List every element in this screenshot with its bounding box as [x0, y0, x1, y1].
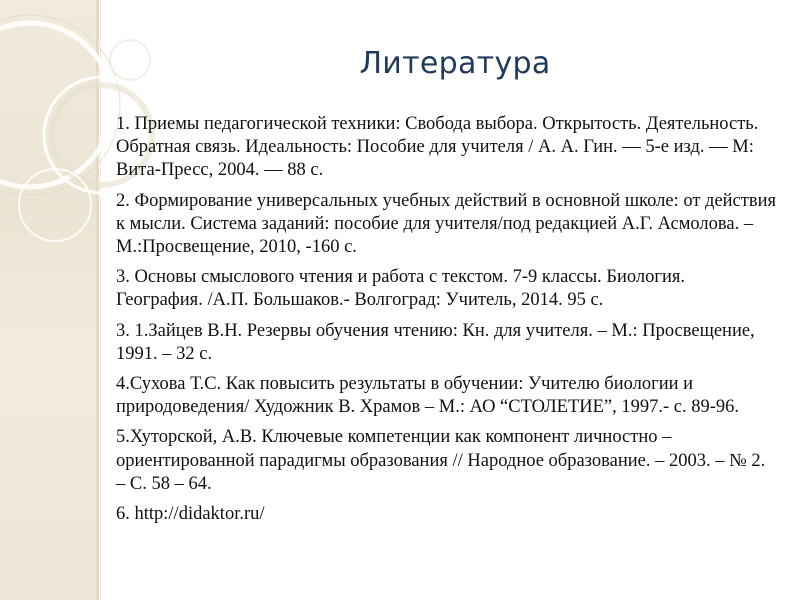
- reference-item-5: 4.Сухова Т.С. Как повысить результаты в обучении: Учителю биологии и природоведения/ Художник В. Храмов – М.: АО “СТОЛЕТИЕ”, 1997.- с. 89-96.: [116, 374, 740, 418]
- reference-item-3: 3. Основы смыслового чтения и работа с текстом. 7-9 классы. Биология. География. /А.П. Большаков.- Волгоград: Учитель, 2014. 95 с.: [116, 267, 686, 311]
- side-panel-divider-highlight: [100, 0, 101, 600]
- reference-item-6: 5.Хуторской, А.В. Ключевые компетенции как компонент личностно – ориентированной парадигмы образования // Народное образование. – 2003. – № 2. – С. 58 – 64.: [116, 427, 766, 494]
- slide-title: Литература: [359, 46, 551, 81]
- reference-item-7[interactable]: 6. http://didaktor.ru/: [116, 504, 265, 525]
- decorative-side-panel: [0, 0, 96, 600]
- references-list: [116, 113, 776, 533]
- reference-item-2: 2. Формирование универсальных учебных действий в основной школе: от действия к мысли. Система заданий: пособие для учителя/под редакцией А.Г. Асмолова. – М.:Просвещение, 2010, -160 с.: [116, 190, 777, 258]
- reference-item-4: 3. 1.Зайцев В.Н. Резервы обучения чтению: Кн. для учителя. – М.: Просвещение, 1991. – 32 с.: [116, 320, 755, 364]
- side-panel-divider: [96, 0, 99, 600]
- reference-item-1: 1. Приемы педагогической техники: Свобода выбора. Открытость. Деятельность. Обратная связь. Идеальность: Пособие для учителя / А. А. Гин. — 5-е изд. — М: Вита-Пресс, 2004. — 88 с.: [116, 114, 759, 181]
